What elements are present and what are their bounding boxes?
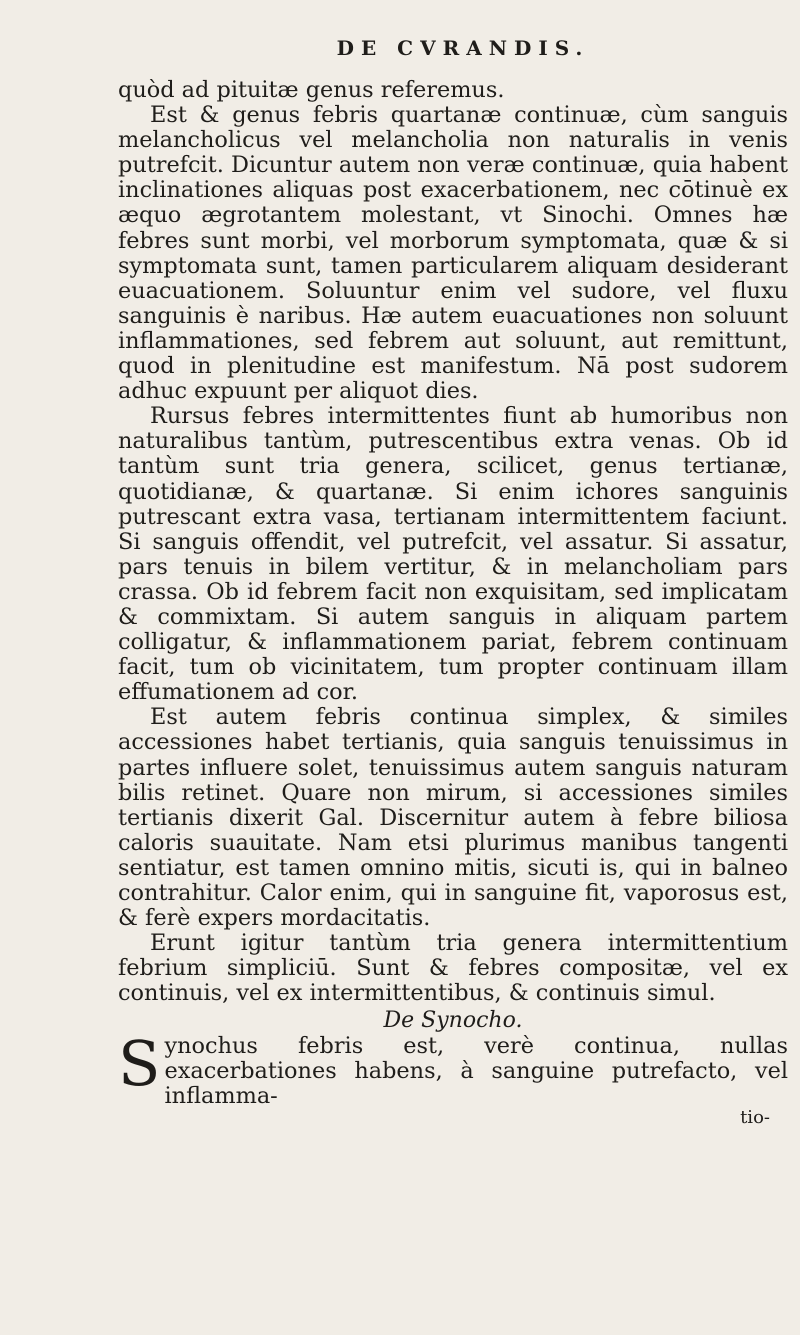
section-text: ynochus febris est, verè continua, nullas exacerbationes habens, à sanguine putrefacto, vel inflamma- — [164, 1032, 788, 1109]
paragraph-5: Erunt igitur tantùm tria genera intermittentium febrium simpliciū. Sunt & febres compositæ, vel ex continuis, vel ex intermittentibus, & continuis simul. — [118, 930, 788, 1007]
catchword: tio- — [740, 1106, 770, 1128]
running-title: DE CVRANDIS. — [336, 36, 590, 60]
paragraph-3: Rursus febres intermittentes fiunt ab humoribus non naturalibus tantùm, putrescentibus extra venas. Ob id tantùm sunt tria genera, scilicet, genus tertianæ, quotidianæ, & quartanæ. Si enim ichores sanguinis putrescant extra vasa, tertianam intermittentem faciunt. Si sanguis offendit, vel putrefcit, vel assatur. Si assatur, pars tenuis in bilem vertitur, & in melancholiam pars crassa. Ob id febrem facit non exquisitam, sed implicatam & commixtam. Si autem sanguis in aliquam partem colligatur, & inflammationem pariat, febrem continuam facit, tum ob vicinitatem, tum propter continuam illam effumationem ad cor. — [118, 403, 788, 706]
paragraph-1: quòd ad pituitæ genus referemus. — [118, 77, 505, 103]
section-title: De Synocho. — [383, 1008, 523, 1034]
section-paragraph — [118, 1026, 788, 1109]
drop-capital: S — [118, 1026, 161, 1100]
paragraph-4: Est autem febris continua simplex, & similes accessiones habet tertianis, quia sanguis tenuissimus in partes influere solet, tenuissimus autem sanguis naturam bilis retinet. Quare non mirum, si accessiones similes tertianis dixerit Gal. Discernitur autem à febre biliosa caloris suauitate. Nam etsi plurimus manibus tangenti sentiatur, est tamen omnino mitis, sicuti is, qui in balneo contrahitur. Calor enim, qui in sanguine fit, vaporosus est, & ferè expers mordacitatis. — [118, 704, 788, 932]
body-text — [118, 78, 788, 1130]
paragraph-2: Est & genus febris quartanæ continuæ, cùm sanguis melancholicus vel melancholia non naturalis in venis putrefcit. Dicuntur autem non veræ continuæ, quia habent inclinationes aliquas post exacerbationem, nec cōtinuè ex æquo ægrotantem molestant, vt Sinochi. Omnes hæ febres sunt morbi, vel morborum symptomata, quæ & si symptomata sunt, tamen particularem aliquam desiderant euacuationem. Soluuntur enim vel sudore, vel fluxu sanguinis è naribus. Hæ autem euacuationes non soluunt inflammationes, sed febrem aut soluunt, aut remittunt, quod in plenitudine est manifestum. Nā post sudorem adhuc expuunt per aliquot dies. — [118, 102, 788, 405]
